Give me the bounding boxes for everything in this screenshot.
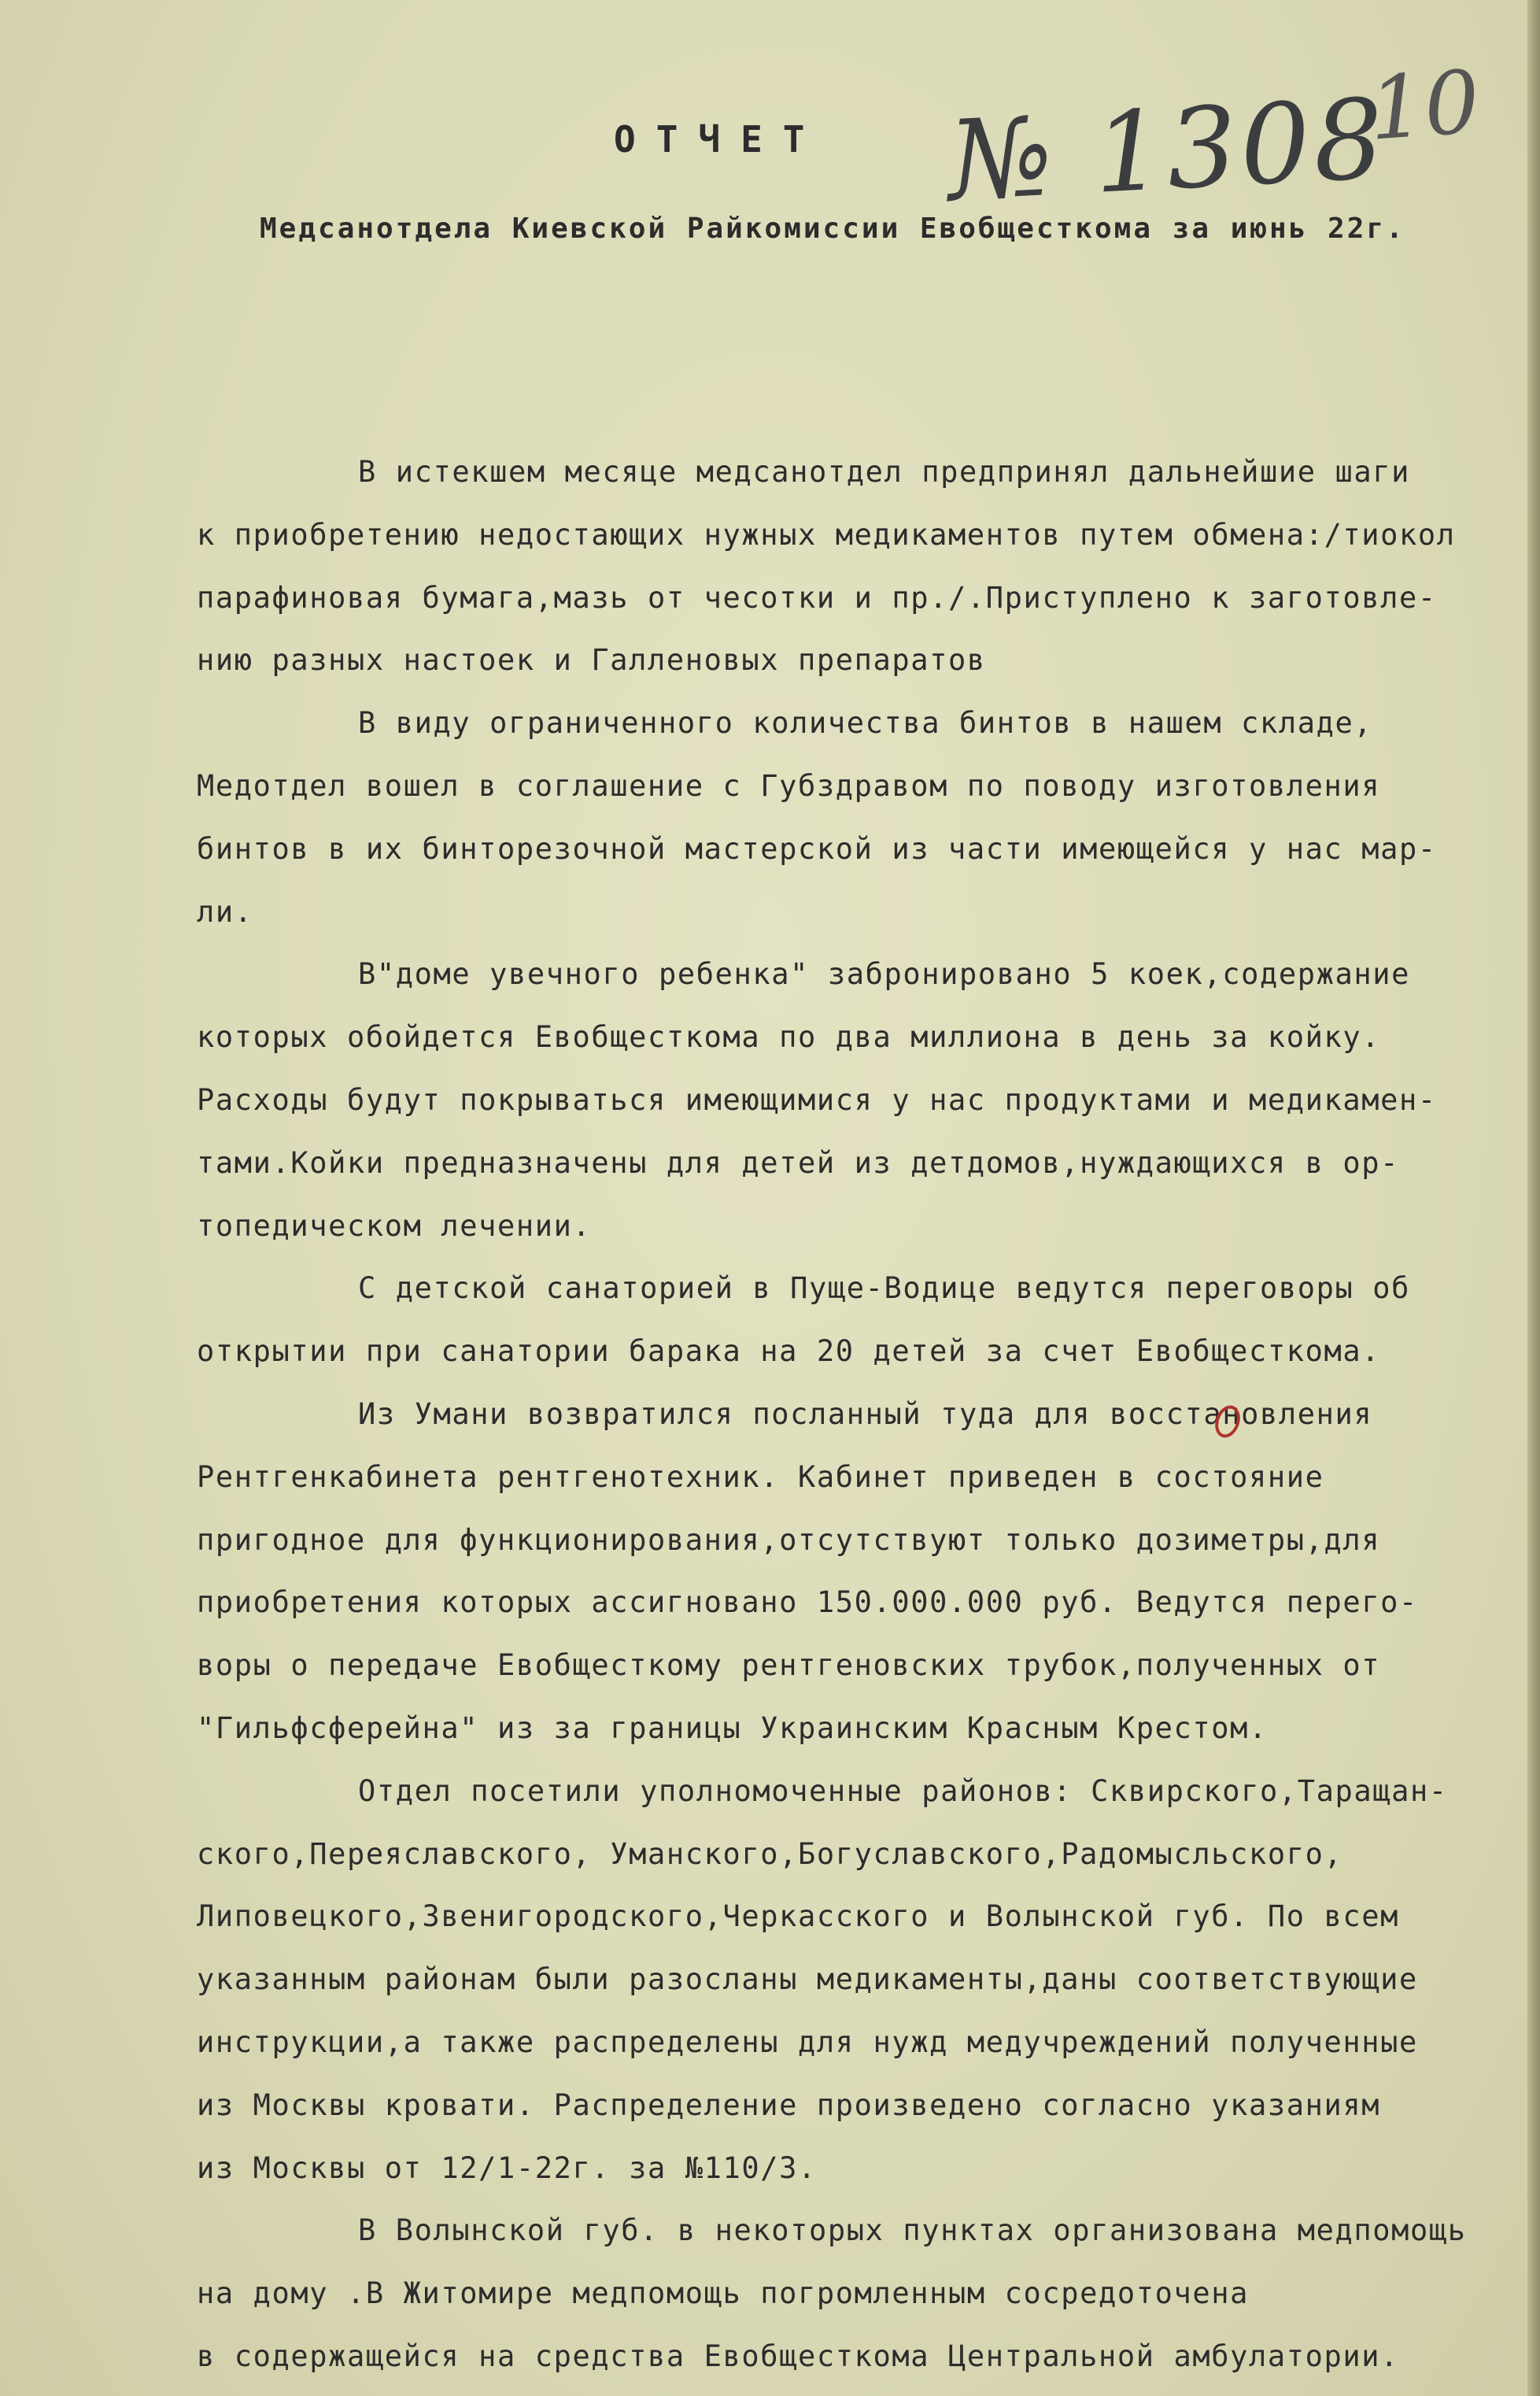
text-line: на дому .В Житомире медпомощь погромленным сосредоточена <box>197 2276 1250 2311</box>
text-line: Из Умани возвратился посланный туда для восстановления <box>358 1396 1373 1431</box>
text-line: С детской санаторией в Пуще-Водице ведутся переговоры об <box>358 1271 1411 1306</box>
report-body <box>197 441 1519 2388</box>
text-line: ского,Переяславского, Уманского,Богуславского,Радомысльского, <box>197 1836 1343 1871</box>
text-line: к приобретению недостающих нужных медикаментов путем обмена:/тиокол <box>197 517 1456 552</box>
text-line: тами.Койки предназначены для детей из детдомов,нуждающихся в ор- <box>197 1145 1400 1180</box>
text-line: из Москвы кровати. Распределение произведено согласно указаниям <box>197 2087 1381 2122</box>
text-line: Расходы будут покрываться имеющимися у нас продуктами и медикамен- <box>197 1082 1437 1117</box>
text-line: парафиновая бумага,мазь от чесотки и пр./.Приступлено к заготовле- <box>197 580 1437 615</box>
report-title: ОТЧЕТ <box>614 118 825 161</box>
text-line: Липовецкого,Звенигородского,Черкасского и Волынской губ. По всем <box>197 1899 1400 1934</box>
text-line: В Волынской губ. в некоторых пунктах организована медпомощь <box>358 2213 1467 2248</box>
text-line: в содержащейся на средства Евобщесткома Центральной амбулатории. <box>197 2339 1400 2373</box>
text-line: из Москвы от 12/1-22г. за №110/3. <box>197 2150 817 2185</box>
text-line: которых обойдется Евобщесткома по два миллиона в день за койку. <box>197 1020 1381 1055</box>
text-line: приобретения которых ассигновано 150.000.000 руб. Ведутся перего- <box>197 1585 1418 1620</box>
text-line: нию разных настоек и Галленовых препаратов <box>197 643 986 678</box>
report-subtitle: Медсанотдела Киевской Райкомиссии Евобщесткома за июнь 22г. <box>260 213 1405 245</box>
text-line: В истекшем месяце медсанотдел предпринял дальнейшие шаги <box>358 455 1411 489</box>
text-line: открытии при санатории барака на 20 детей за счет Евобщесткома. <box>197 1334 1381 1369</box>
text-line: пригодное для функционирования,отсутствуют только дозиметры,для <box>197 1522 1381 1557</box>
text-line: Отдел посетили уполномоченные районов: Сквирского,Таращан- <box>358 1773 1448 1808</box>
text-line: указанным районам были разосланы медикаменты,даны соответствующие <box>197 1962 1418 1997</box>
text-line: инструкции,а также распределены для нужд медучреждений полученные <box>197 2024 1418 2059</box>
text-line: топедическом лечении. <box>197 1208 592 1243</box>
text-line: воры о передаче Евобщесткому рентгеновских трубок,полученных от <box>197 1648 1381 1683</box>
text-line: ли. <box>197 894 253 929</box>
text-line: Медотдел вошел в соглашение с Губздравом по поводу изготовления <box>197 768 1381 803</box>
handwritten-page-number: 10 <box>1365 51 1483 160</box>
text-line: В виду ограниченного количества бинтов в нашем складе, <box>358 706 1373 741</box>
handwritten-document-number: № 1308 <box>945 75 1390 227</box>
text-line: Рентгенкабинета рентгенотехник. Кабинет приведен в состояние <box>197 1459 1324 1494</box>
text-line: В"доме увечного ребенка" забронировано 5 коек,содержание <box>358 957 1411 992</box>
text-line: бинтов в их бинторезочной мастерской из части имеющейся у нас мар- <box>197 831 1437 866</box>
text-line: "Гильфсферейна" из за границы Украинским Красным Крестом. <box>197 1710 1268 1745</box>
